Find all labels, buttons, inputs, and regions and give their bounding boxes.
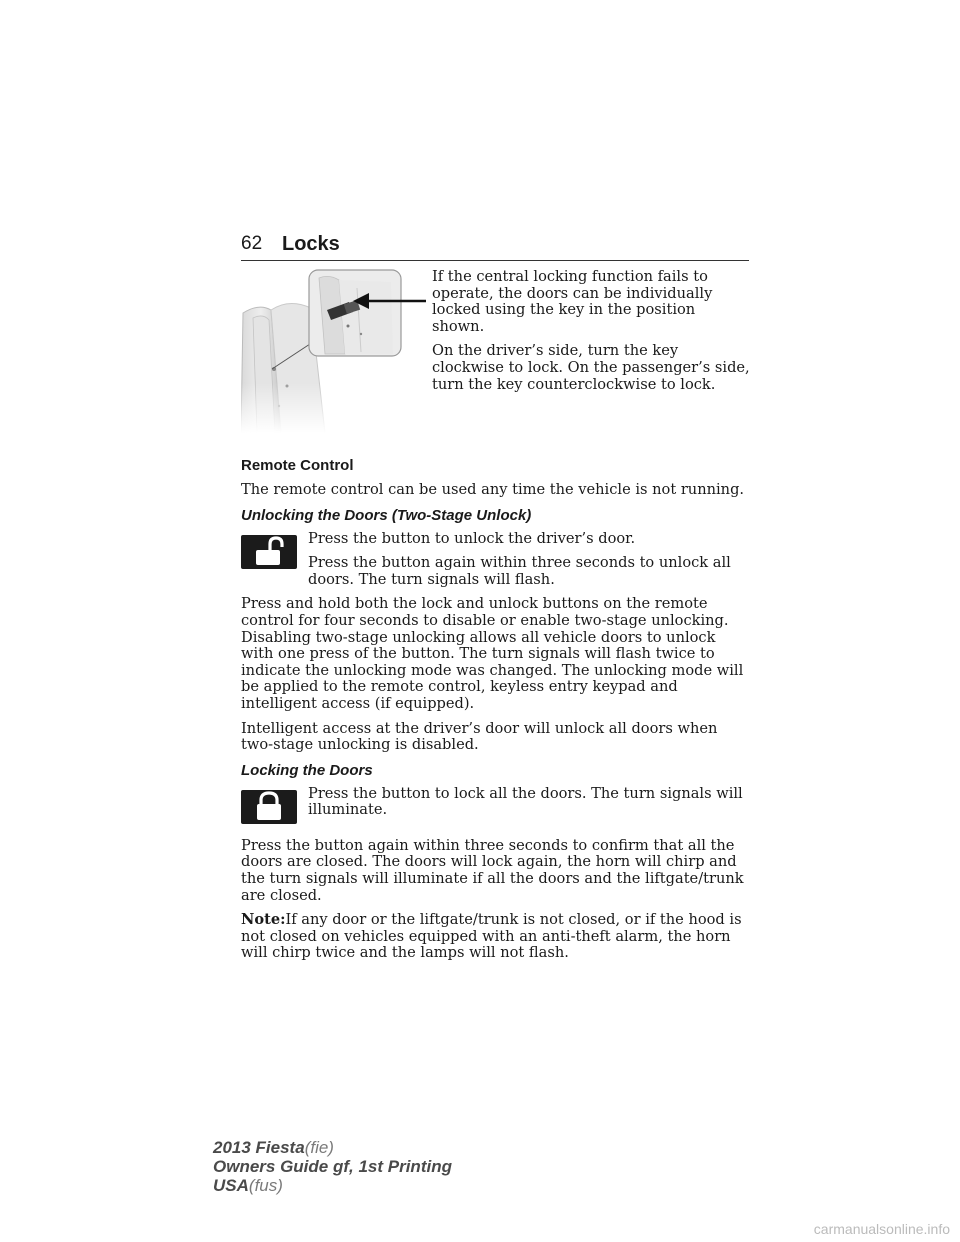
intelligent-access-paragraph: Intelligent access at the driver’s door will unlock all doors when two-stage unlocking is disabled.: [241, 719, 718, 754]
remote-control-section: [241, 457, 751, 970]
document-footer: [213, 1138, 452, 1195]
intro-paragraph-1: If the central locking function fails to operate, the doors can be individually locked using the key in the position shown.: [432, 268, 713, 335]
door-key-illustration: [241, 268, 426, 433]
lock-instruction: [241, 786, 751, 830]
footer-guide: Owners Guide gf, 1st Printing: [213, 1157, 452, 1176]
footer-line-3: [213, 1176, 452, 1195]
unlocking-heading: Unlocking the Doors (Two-Stage Unlock): [241, 506, 532, 524]
footer-line-2: [213, 1157, 452, 1176]
unlock-instruction-text: [308, 531, 751, 589]
page-header: [241, 232, 749, 261]
note-text: If any door or the liftgate/trunk is not closed, or if the hood is not closed on vehicles equipped with an anti-theft alarm, the horn will chirp twice and the lamps will not flash.: [241, 911, 742, 962]
remote-control-intro: The remote control can be used any time the vehicle is not running.: [241, 481, 745, 498]
locking-heading: Locking the Doors: [241, 761, 373, 779]
footer-model: 2013 Fiesta: [213, 1138, 305, 1157]
section-title: Locks: [282, 233, 340, 255]
lock-instruction-text: [308, 786, 751, 819]
confirm-lock-paragraph: Press the button again within three seconds to confirm that all the doors are closed. The doors will lock again, the horn will chirp and the turn signals will illuminate if all the doors and the liftgate/trunk are closed.: [241, 836, 744, 904]
lock-step: Press the button to lock all the doors. The turn signals will illuminate.: [308, 784, 743, 819]
intro-text: [432, 269, 750, 401]
footer-model-code: (fie): [304, 1138, 334, 1157]
footer-line-1: [213, 1138, 452, 1157]
unlock-step-2: Press the button again within three seconds to unlock all doors. The turn signals will flash.: [308, 554, 731, 588]
unlock-instruction: [241, 531, 751, 589]
watermark: carmanualsonline.info: [813, 1221, 950, 1237]
footer-market: USA: [213, 1176, 249, 1195]
page-number: 62: [241, 233, 263, 254]
unlock-step-1: Press the button to unlock the driver’s door.: [308, 529, 636, 547]
remote-control-heading: Remote Control: [241, 457, 354, 474]
two-stage-paragraph: Press and hold both the lock and unlock buttons on the remote control for four seconds to disable or enable two-stage unlocking. Disabling two-stage unlocking allows all vehicle doors to unlock with one press of the button. The turn signals will flash twice to indicate the unlocking mode was changed. The unlocking mode will be applied to the remote control, keyless entry keypad and intelligent access (if equipped).: [241, 595, 744, 712]
padlock-open-icon: [241, 535, 297, 569]
note-paragraph: [241, 912, 751, 962]
footer-market-code: (fus): [248, 1176, 283, 1195]
note-label: Note:: [241, 911, 286, 929]
intro-paragraph-2: On the driver’s side, turn the key clockwise to lock. On the passenger’s side, turn the key counterclockwise to lock.: [432, 342, 750, 393]
padlock-closed-icon: [241, 790, 297, 824]
